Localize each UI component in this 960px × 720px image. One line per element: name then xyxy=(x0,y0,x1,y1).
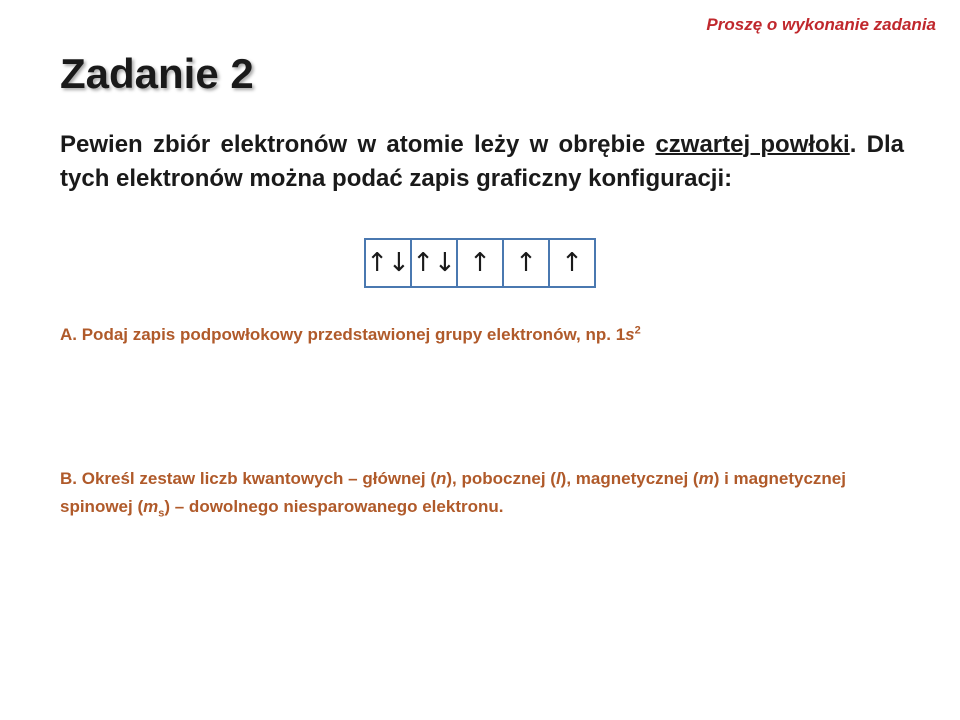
question-b-text-1: B. Określ zestaw liczb kwantowych – głównej ( xyxy=(60,469,436,488)
intro-text-end: . Dla tych elektronów można podać zapis graficzny konfiguracji: xyxy=(60,131,904,192)
orbital-diagram xyxy=(364,238,596,288)
question-b-text-2: ), pobocznej ( xyxy=(446,469,556,488)
question-a-example-letter: s xyxy=(625,325,635,344)
intro-underlined-term: czwartej powłoki xyxy=(655,131,850,158)
orbital-box-1: ↑↓ xyxy=(366,240,412,286)
quantum-number-ms-subscript: s xyxy=(158,507,165,520)
orbital-box-4: ↑ xyxy=(504,240,550,286)
question-a xyxy=(60,321,920,349)
quantum-number-l: l xyxy=(555,469,561,488)
question-b-text-5: ) – dowolnego niesparowanego elektronu. xyxy=(164,497,504,516)
page-title: Zadanie 2 xyxy=(60,50,254,97)
question-b-text-3: ), magnetycznej ( xyxy=(560,469,699,488)
question-b xyxy=(60,465,920,521)
orbital-box-3: ↑ xyxy=(458,240,504,286)
quantum-number-ms: m xyxy=(143,497,159,516)
intro-paragraph xyxy=(60,128,904,196)
header-note: Proszę o wykonanie zadania xyxy=(706,15,936,34)
question-a-text: A. Podaj zapis podpowłokowy przedstawionej grupy elektronów, np. 1 xyxy=(60,325,626,344)
intro-text-start: Pewien zbiór elektronów w atomie leży w obrębie xyxy=(60,131,656,158)
question-b-text-4: ) i magnetycznej spinowej ( xyxy=(60,469,846,516)
quantum-number-n: n xyxy=(436,469,447,488)
quantum-number-m: m xyxy=(698,469,714,488)
question-a-example-superscript: 2 xyxy=(634,324,641,337)
orbital-box-2: ↑↓ xyxy=(412,240,458,286)
orbital-box-5: ↑ xyxy=(561,248,583,278)
